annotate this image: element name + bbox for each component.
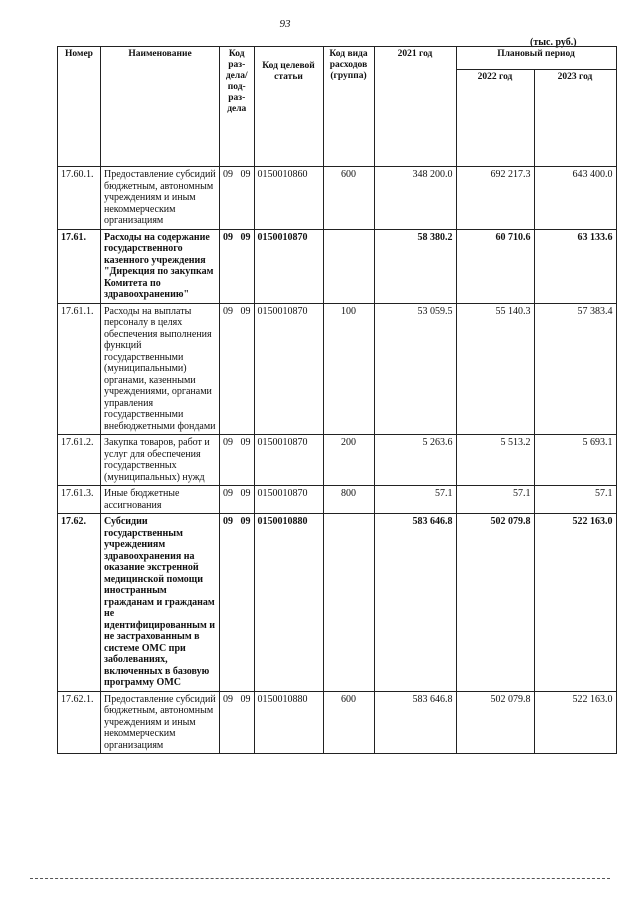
table-row (58, 691, 617, 754)
row-2022: 57.1 (456, 486, 534, 514)
row-number: 17.62.1. (58, 691, 101, 754)
header-2022: 2022 год (456, 70, 534, 167)
row-2022: 60 710.6 (456, 229, 534, 303)
row-2021: 57.1 (374, 486, 456, 514)
row-2021: 583 646.8 (374, 514, 456, 692)
row-2023: 57 383.4 (534, 303, 616, 435)
header-target: Код целевой статьи (254, 47, 323, 167)
row-target: 0150010880 (254, 514, 323, 692)
row-expense-type: 600 (323, 691, 374, 754)
row-expense-type (323, 229, 374, 303)
row-target: 0150010870 (254, 435, 323, 486)
row-2023: 5 693.1 (534, 435, 616, 486)
row-2023: 63 133.6 (534, 229, 616, 303)
bottom-divider (30, 878, 610, 879)
row-section: 09 09 (220, 303, 255, 435)
header-section: Код раз-дела/ под-раз-дела (220, 47, 255, 167)
row-number: 17.61.2. (58, 435, 101, 486)
table-row (58, 167, 617, 230)
row-name: Иные бюджетные ассигнования (101, 486, 220, 514)
row-2023: 643 400.0 (534, 167, 616, 230)
header-2023: 2023 год (534, 70, 616, 167)
units-label: (тыс. руб.) (530, 37, 577, 48)
table-row (58, 303, 617, 435)
row-expense-type: 800 (323, 486, 374, 514)
row-section: 09 09 (220, 486, 255, 514)
row-2022: 5 513.2 (456, 435, 534, 486)
row-section: 09 09 (220, 167, 255, 230)
row-name: Предоставление субсидий бюджетным, автономным учреждениям и иным некоммерческим организациям (101, 167, 220, 230)
row-target: 0150010870 (254, 303, 323, 435)
row-2023: 57.1 (534, 486, 616, 514)
header-2021: 2021 год (374, 47, 456, 167)
row-2022: 55 140.3 (456, 303, 534, 435)
row-2023: 522 163.0 (534, 514, 616, 692)
row-expense-type: 100 (323, 303, 374, 435)
header-number: Номер (58, 47, 101, 167)
row-name: Субсидии государственным учреждениям здравоохранения на оказание экстренной медицинской помощи иностранным гражданам и гражданам не идентифицированным и не застрахованным в системе ОМС при заболеваниях, включенных в базовую программу ОМС (101, 514, 220, 692)
table-row (58, 514, 617, 692)
row-section: 09 09 (220, 691, 255, 754)
row-target: 0150010860 (254, 167, 323, 230)
row-2021: 583 646.8 (374, 691, 456, 754)
budget-table (57, 46, 617, 754)
row-2022: 692 217.3 (456, 167, 534, 230)
row-2023: 522 163.0 (534, 691, 616, 754)
header-expense-type: Код вида расходов (группа) (323, 47, 374, 167)
row-2022: 502 079.8 (456, 514, 534, 692)
header-name: Наименование (101, 47, 220, 167)
row-number: 17.60.1. (58, 167, 101, 230)
table-row (58, 229, 617, 303)
row-section: 09 09 (220, 514, 255, 692)
row-name: Предоставление субсидий бюджетным, автономным учреждениям и иным некоммерческим организациям (101, 691, 220, 754)
row-target: 0150010870 (254, 229, 323, 303)
row-expense-type: 600 (323, 167, 374, 230)
row-section: 09 09 (220, 229, 255, 303)
row-2021: 53 059.5 (374, 303, 456, 435)
row-name: Закупка товаров, работ и услуг для обеспечения государственных (муниципальных) нужд (101, 435, 220, 486)
row-2022: 502 079.8 (456, 691, 534, 754)
row-name: Расходы на содержание государственного казенного учреждения "Дирекция по закупкам Комитета по здравоохранению" (101, 229, 220, 303)
page-number: 93 (279, 18, 291, 30)
row-number: 17.61.3. (58, 486, 101, 514)
row-number: 17.62. (58, 514, 101, 692)
row-section: 09 09 (220, 435, 255, 486)
row-target: 0150010870 (254, 486, 323, 514)
row-target: 0150010880 (254, 691, 323, 754)
row-number: 17.61. (58, 229, 101, 303)
row-2021: 58 380.2 (374, 229, 456, 303)
table-row (58, 486, 617, 514)
table-row (58, 435, 617, 486)
header-planned-period: Плановый период (456, 47, 616, 70)
row-number: 17.61.1. (58, 303, 101, 435)
row-name: Расходы на выплаты персоналу в целях обеспечения выполнения функций государственными (муниципальными) органами, казенными учреждениями, органами управления государственными внебюджетными фондами (101, 303, 220, 435)
row-expense-type: 200 (323, 435, 374, 486)
row-2021: 5 263.6 (374, 435, 456, 486)
row-2021: 348 200.0 (374, 167, 456, 230)
row-expense-type (323, 514, 374, 692)
